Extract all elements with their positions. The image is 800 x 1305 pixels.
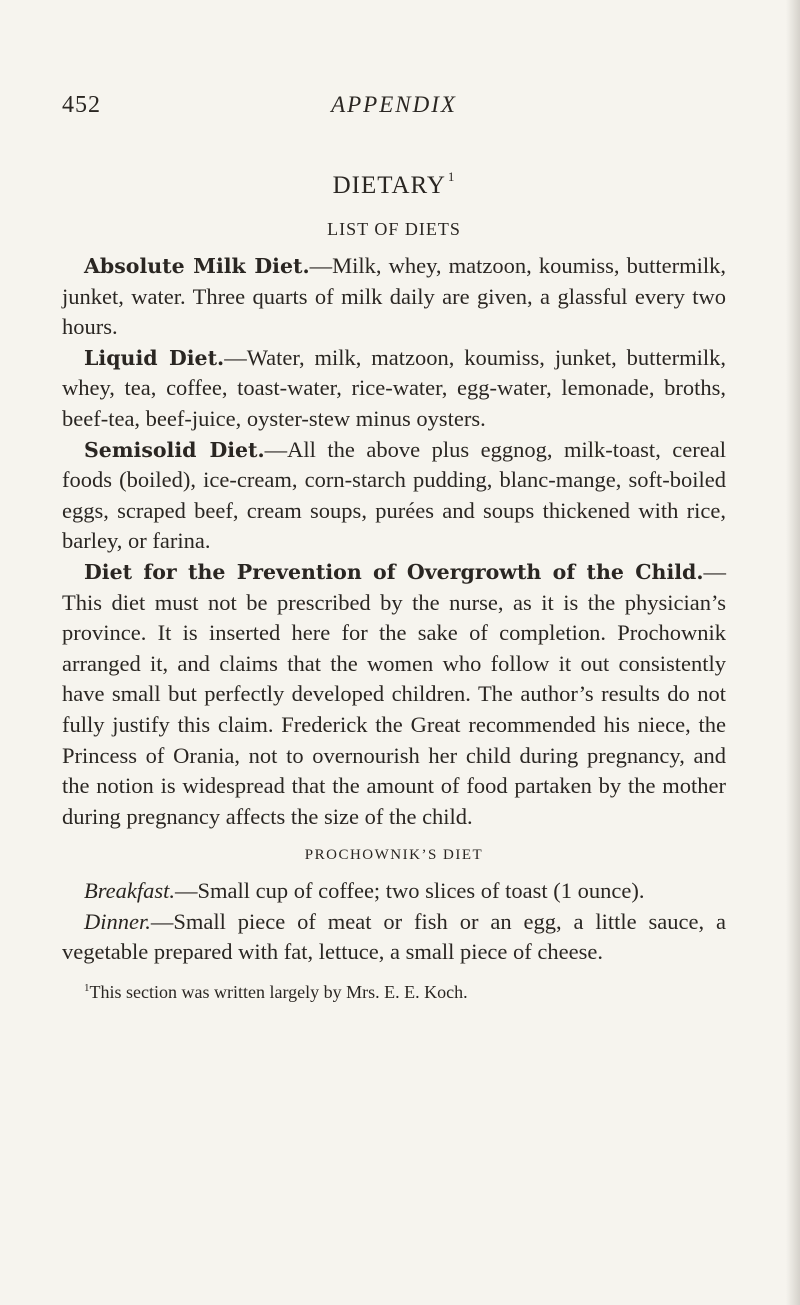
section-title-text: DIETARY	[332, 172, 446, 199]
diet-description: —Milk, whey, matzoon, koumiss, buttermilk, junket, water. Three quarts of milk daily are given, a glassful every two hours.	[62, 253, 726, 340]
diet-description: —All the above plus eggnog, milk-toast, cereal foods (boiled), ice-cream, corn-starch pudding, blanc-mange, soft-boiled eggs, scraped beef, cream soups, purées and soups thickened with rice, barley, or farina.	[62, 436, 726, 554]
meal-description: —Small cup of coffee; two slices of toast (1 ounce).	[175, 878, 645, 904]
footnote-reference: 1	[447, 169, 456, 184]
diet-description: —This diet must not be prescribed by the nurse, as it is the physician’s province. It is inserted here for the sake of completion. Prochownik arranged it, and claims that the women who follow it out consistently have small but perfectly developed children. The author’s results do not fully justify this claim. Frederick the Great recommended his niece, the Princess of Orania, not to overnourish her child during pregnancy, and the notion is widespread that the amount of food partaken by the mother during pregnancy affects the size of the child.	[62, 558, 726, 829]
diet-entry-liquid	[62, 343, 726, 435]
footnote-marker: 1	[84, 982, 90, 995]
diet-description: —Water, milk, matzoon, koumiss, junket, buttermilk, whey, tea, coffee, toast-water, rice-water, egg-water, lemonade, broths, beef-tea, beef-juice, oyster-stew minus oysters.	[62, 344, 726, 431]
section-subtitle: LIST OF DIETS	[327, 219, 461, 239]
section-title	[62, 162, 726, 201]
footnote-text: This section was written largely by Mrs. E. E. Koch.	[89, 982, 468, 1003]
running-head	[62, 88, 726, 132]
meal-breakfast	[62, 876, 726, 907]
diet-term: Diet for the Prevention of Overgrowth of the Child.	[84, 559, 704, 584]
diet-entry-prevention-overgrowth	[62, 557, 726, 832]
footnote	[62, 976, 726, 1004]
diet-entry-absolute-milk	[62, 251, 726, 343]
page-edge-shadow	[786, 0, 800, 1305]
diet-term: Absolute Milk Diet.	[84, 254, 310, 278]
meal-label: Dinner.	[84, 908, 151, 934]
meal-dinner	[62, 907, 726, 968]
diet-term: Liquid Diet.	[84, 345, 225, 370]
running-title: APPENDIX	[331, 92, 457, 117]
diet-term: Semisolid Diet.	[84, 437, 265, 462]
meal-description: —Small piece of meat or fish or an egg, a little sauce, a vegetable prepared with fat, lettuce, a small piece of cheese.	[62, 908, 726, 965]
book-page	[62, 88, 726, 1004]
meal-label: Breakfast.	[84, 878, 176, 904]
diet-entry-semisolid	[62, 435, 726, 557]
page-number: 452	[62, 92, 101, 118]
prochownik-diet-heading: PROCHOWNIK’S DIET	[304, 847, 484, 864]
